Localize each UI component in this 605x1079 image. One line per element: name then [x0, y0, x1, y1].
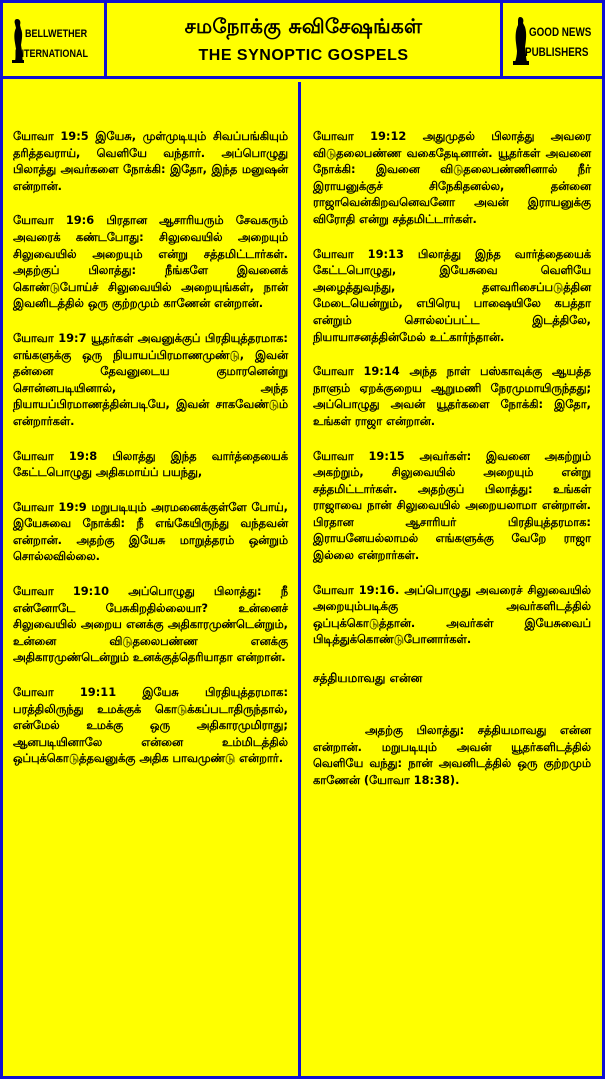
left-column — [3, 82, 301, 1076]
verse-paragraph: யோவா 19:10 அப்பொழுது பிலாத்து: நீ என்னோடே பேசுகிறதில்லையா? உன்னைச் சிலுவையில் அறைய எனக்கு அதிகாரமுண்டென்றும், உன்னை விடுதலைபண்ண எனக்கு அதிகாரமுண்டென்றும் உனக்குத்தெரியாதா என்றான். — [13, 584, 288, 665]
page-title-tamil: சமநோக்கு சுவிசேஷங்கள் — [184, 13, 423, 38]
verse-paragraph: யோவா 19:5 இயேசு, முள்முடியும் சிவப்பங்கியும் தரித்தவராய், வெளியே வந்தார். அப்பொழுது பிலாத்து அவர்களை நோக்கி: இதோ, இந்த மனுஷன் என்றான். — [13, 129, 288, 193]
bellwether-logo — [3, 3, 107, 76]
answer-paragraph: அதற்கு பிலாத்து: சத்தியமாவது என்ன என்றான். மறுபடியும் அவன் யூதர்களிடத்தில் வெளியே வந்து: நான் அவனிடத்தில் ஒரு குற்றமும் காணேன் (யோவா 18:38). — [313, 723, 591, 787]
logo-text-line2: PUBLISHERS — [525, 45, 589, 59]
content-columns — [3, 82, 602, 1076]
verse-paragraph: யோவா 19:13 பிலாத்து இந்த வார்த்தையைக் கேட்டபொழுது, இயேசுவை வெளியே அழைத்துவந்து, தளவரிசைப்படுத்தின மேடையென்றும், எபிரெயு பாஷையிலே கபத்தா என்றும் சொல்லப்பட்ட இடத்திலே, நியாயாசனத்தின்மேல் உட்கார்ந்தான். — [313, 246, 591, 344]
logo-text-line2: INTERNATIONAL — [15, 48, 88, 60]
verse-paragraph: யோவா 19:8 பிலாத்து இந்த வார்த்தையைக் கேட்டபொழுது அதிகமாய்ப் பயந்து, — [13, 448, 288, 480]
logo-text-line1: GOOD NEWS — [529, 25, 592, 39]
verse-paragraph: யோவா 19:9 மறுபடியும் அரமனைக்குள்ளே போய், இயேசுவை நோக்கி: நீ எங்கேயிருந்து வந்தவன் என்றான். அதற்கு இயேசு மாறுத்தரம் ஒன்றும் சொல்லவில்லை. — [13, 499, 288, 564]
verse-paragraph: யோவா 19:14 அந்த நாள் பஸ்காவுக்கு ஆயத்த நாளும் ஏறக்குறைய ஆறுமணி நேரமுமாயிருந்தது; அப்பொழுது அவன் யூதர்களை நோக்கி: இதோ, உங்கள் ராஜா என்றான். — [313, 364, 591, 428]
verse-paragraph: யோவா 19:6 பிரதான ஆசாரியரும் சேவகரும் அவரைக் கண்டபோது: சிலுவையில் அறையும் சிலுவையில் அறையும் என்று சத்தமிட்டார்கள். அதற்குப் பிலாத்து: நீங்களே இவனைக் கொண்டுபோய்ச் சிலுவையில் அறையுங்கள், நான் இவனிடத்தில் ஒரு குற்றமும் காணேன் என்றான். — [13, 213, 288, 311]
right-column — [301, 82, 599, 1076]
header — [3, 3, 602, 79]
page-title-english: THE SYNOPTIC GOSPELS — [198, 46, 409, 64]
title-block — [107, 3, 500, 76]
verse-paragraph: யோவா 19:16. அப்பொழுது அவரைச் சிலுவையில் அறையும்படிக்கு அவர்களிடத்தில் ஒப்புக்கொடுத்தான். அவர்கள் இயேசுவைப் பிடித்துக்கொண்டுபோனார்கள். — [313, 582, 591, 647]
good-news-logo — [500, 3, 602, 76]
verse-paragraph: யோவா 19:11 இயேசு பிரதியுத்தரமாக: பரத்திலிருந்து உமக்குக் கொடுக்கப்படாதிருந்தால், என்மேல் உமக்கு ஒரு அதிகாரமுமிராது; ஆனபடியினாலே என்னை உம்மிடத்தில் ஒப்புக்கொடுத்தவனுக்கு அதிக பாவமுண்டு என்றார். — [13, 685, 288, 766]
logo-text-line1: BELLWETHER — [25, 28, 88, 40]
section-heading: சத்தியமாவது என்ன — [313, 671, 423, 686]
verse-paragraph: யோவா 19:12 அதுமுதல் பிலாத்து அவரை விடுதலைபண்ண வகைதேடினான். யூதர்கள் அவனை நோக்கி: இவனை விடுதலைபண்ணினால் நீர் இராயனுக்குச் சிநேகிதனல்ல, தன்னை ராஜாவென்கிறவனெவனோ அவன் இராயனுக்கு விரோதி என்று சத்தமிட்டார்கள். — [313, 129, 591, 226]
verse-paragraph: யோவா 19:15 அவர்கள்: இவனை அகற்றும் அகற்றும், சிலுவையில் அறையும் என்று சத்தமிட்டார்கள். அதற்குப் பிலாத்து: உங்கள் ராஜாவை நான் சிலுவையில் அறையலாமா என்றான். பிரதான ஆசாரியர் பிரதியுத்தரமாக: இராயனேயல்லாமல் எங்களுக்கு வேறே ராஜா இல்லை என்றார்கள். — [313, 448, 591, 563]
verse-paragraph: யோவா 19:7 யூதர்கள் அவனுக்குப் பிரதியுத்தரமாக: எங்களுக்கு ஒரு நியாயப்பிரமாணமுண்டு, இவன் தன்னை தேவனுடைய குமாரனென்று சொன்னபடியினால், அந்த நியாயப்பிரமாணத்தின்படியே, இவன் சாகவேண்டும் என்றார்கள். — [13, 330, 288, 428]
